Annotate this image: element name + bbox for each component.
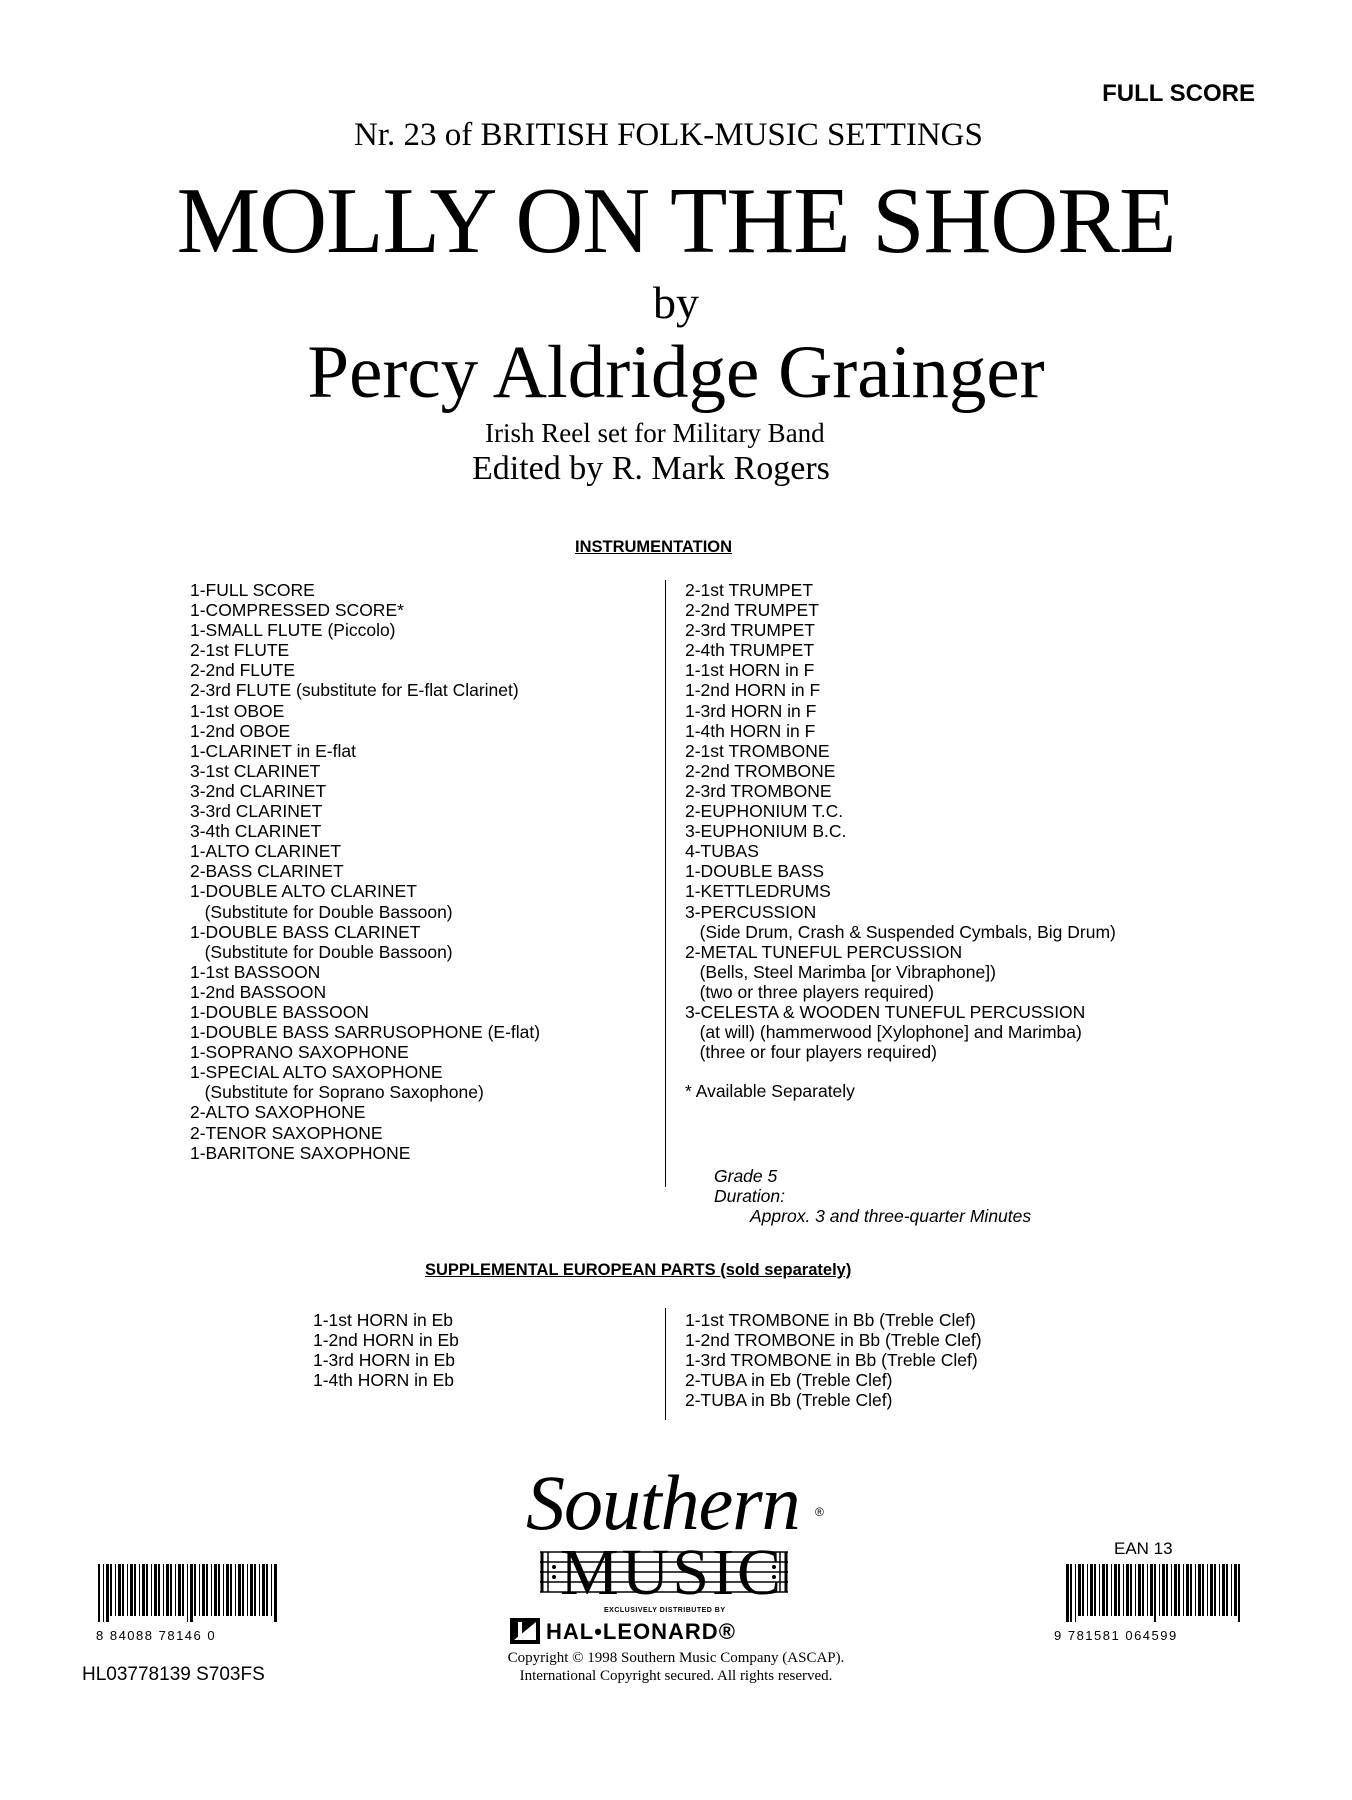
duration-value: Approx. 3 and three-quarter Minutes bbox=[750, 1206, 1032, 1226]
grade-label: Grade 5 bbox=[714, 1166, 778, 1186]
instrument-item: 1-KETTLEDRUMS bbox=[685, 881, 831, 902]
instrument-item: 2-2nd TRUMPET bbox=[685, 600, 819, 621]
instrument-item: 2-1st TRUMPET bbox=[685, 580, 814, 600]
by-line: by bbox=[653, 277, 699, 328]
supplemental-part-item: 1-4th HORN in Eb bbox=[313, 1370, 455, 1391]
copyright-line-2: International Copyright secured. All rights reserved. bbox=[519, 1668, 833, 1684]
instrument-item: 2-ALTO SAXOPHONE bbox=[190, 1102, 366, 1123]
instrument-item: (Substitute for Soprano Saxophone) bbox=[190, 1082, 484, 1103]
instrument-item: 1-DOUBLE ALTO CLARINET bbox=[190, 881, 417, 902]
instrument-item: (Bells, Steel Marimba [or Vibraphone]) bbox=[685, 961, 996, 982]
hal-leonard-logo: HAL•LEONARD® bbox=[546, 1619, 736, 1644]
instrument-item: 3-2nd CLARINET bbox=[190, 780, 327, 801]
supplemental-part-item: 1-3rd HORN in Eb bbox=[313, 1350, 455, 1371]
barcode-left-icon bbox=[96, 1564, 282, 1622]
supplemental-part-item: 1-1st HORN in Eb bbox=[313, 1310, 454, 1330]
barcode-left-digits: 8 84088 78146 0 bbox=[96, 1628, 217, 1643]
supplemental-part-item: 2-TUBA in Bb (Treble Clef) bbox=[685, 1390, 893, 1411]
instrument-item: 1-1st BASSOON bbox=[190, 961, 321, 982]
full-score-label: FULL SCORE bbox=[1102, 80, 1255, 107]
instrument-item: 3-3rd CLARINET bbox=[190, 801, 323, 822]
instrument-item: 1-1st HORN in F bbox=[685, 660, 815, 681]
instrument-item: 1-SMALL FLUTE (Piccolo) bbox=[190, 620, 396, 641]
supplemental-part-item: 1-2nd HORN in Eb bbox=[313, 1330, 459, 1351]
supplemental-part-item: 1-3rd TROMBONE in Bb (Treble Clef) bbox=[685, 1350, 978, 1371]
instrument-item: 2-3rd FLUTE (substitute for E-flat Clarinet) bbox=[190, 680, 519, 701]
copyright-line: Copyright © 1998 Southern Music Company (ASCAP). bbox=[507, 1650, 845, 1666]
instrument-item: 3-CELESTA & WOODEN TUNEFUL PERCUSSION bbox=[685, 1001, 1086, 1022]
instrumentation-heading: INSTRUMENTATION bbox=[575, 538, 733, 556]
distributed-by-label: EXCLUSIVELY DISTRIBUTED BY bbox=[604, 1607, 726, 1614]
instrument-item: 1-3rd HORN in F bbox=[685, 700, 817, 721]
instrument-item: 2-4th TRUMPET bbox=[685, 640, 815, 661]
instrument-item: (at will) (hammerwood [Xylophone] and Marimba) bbox=[685, 1022, 1082, 1043]
instrument-item: 1-2nd OBOE bbox=[190, 720, 291, 741]
editor-line: Edited by R. Mark Rogers bbox=[472, 450, 830, 487]
barcode-right-icon bbox=[1064, 1564, 1247, 1622]
instrument-item: 2-2nd FLUTE bbox=[190, 660, 296, 681]
instrument-item: 1-1st OBOE bbox=[190, 700, 285, 721]
instrument-item: 1-BARITONE SAXOPHONE bbox=[190, 1142, 411, 1163]
supplemental-part-item: 1-1st TROMBONE in Bb (Treble Clef) bbox=[685, 1310, 976, 1330]
series-line: Nr. 23 of BRITISH FOLK-MUSIC SETTINGS bbox=[354, 117, 983, 153]
instrument-item: 1-DOUBLE BASS SARRUSOPHONE (E-flat) bbox=[190, 1022, 541, 1043]
instrument-item: 2-2nd TROMBONE bbox=[685, 760, 836, 781]
instrument-item: 2-TENOR SAXOPHONE bbox=[190, 1122, 383, 1143]
instrument-item: 2-3rd TROMBONE bbox=[685, 780, 832, 801]
instrument-item: 3-4th CLARINET bbox=[190, 821, 322, 842]
instrument-item: 1-2nd HORN in F bbox=[685, 680, 821, 701]
instrument-item: 1-4th HORN in F bbox=[685, 720, 816, 741]
supplemental-divider bbox=[665, 1308, 666, 1420]
instrument-item: 1-DOUBLE BASS bbox=[685, 861, 825, 882]
supplemental-part-item: 1-2nd TROMBONE in Bb (Treble Clef) bbox=[685, 1330, 982, 1351]
instrumentation-list-left bbox=[190, 580, 540, 1163]
instrument-item: 1-SPECIAL ALTO SAXOPHONE bbox=[190, 1062, 443, 1083]
southern-music-logo: Southern bbox=[526, 1459, 800, 1546]
instrument-item: 2-3rd TRUMPET bbox=[685, 620, 815, 641]
instrument-item: (Side Drum, Crash & Suspended Cymbals, Big Drum) bbox=[685, 921, 1116, 942]
page-title: MOLLY ON THE SHORE bbox=[176, 169, 1176, 273]
instrument-item: 1-2nd BASSOON bbox=[190, 981, 327, 1002]
instrument-item: 4-TUBAS bbox=[685, 841, 759, 862]
instrument-item: (two or three players required) bbox=[685, 981, 934, 1002]
available-separately-note: * Available Separately bbox=[685, 1081, 855, 1101]
logo-registered-mark: ® bbox=[815, 1505, 824, 1519]
instrument-item: 1-COMPRESSED SCORE* bbox=[190, 600, 404, 621]
instrument-item: 2-1st FLUTE bbox=[190, 640, 290, 661]
composer-name: Percy Aldridge Grainger bbox=[307, 331, 1045, 414]
instrument-item: (Substitute for Double Bassoon) bbox=[190, 901, 453, 922]
instrument-item: 3-1st CLARINET bbox=[190, 760, 321, 781]
instrument-item: (Substitute for Double Bassoon) bbox=[190, 941, 453, 962]
instrumentation-list-right bbox=[685, 580, 1116, 1062]
hal-leonard-icon bbox=[510, 1618, 540, 1644]
supplemental-heading: SUPPLEMENTAL EUROPEAN PARTS (sold separately) bbox=[425, 1261, 852, 1279]
instrument-item: 3-EUPHONIUM B.C. bbox=[685, 821, 847, 842]
music-wordmark: MUSIC bbox=[560, 1536, 785, 1609]
instrument-item: 2-EUPHONIUM T.C. bbox=[685, 801, 844, 822]
arrangement-line: Irish Reel set for Military Band bbox=[485, 418, 825, 448]
instrument-item: 1-ALTO CLARINET bbox=[190, 841, 342, 862]
supplemental-part-item: 2-TUBA in Eb (Treble Clef) bbox=[685, 1370, 893, 1391]
supplemental-list-left bbox=[313, 1310, 459, 1390]
instrument-item: 1-SOPRANO SAXOPHONE bbox=[190, 1042, 409, 1063]
barcode-right-digits: 9 781581 064599 bbox=[1054, 1628, 1178, 1643]
supplemental-list-right bbox=[685, 1310, 982, 1410]
instrument-item: 3-PERCUSSION bbox=[685, 901, 817, 922]
ean-label: EAN 13 bbox=[1114, 1539, 1173, 1558]
instrument-item: 1-DOUBLE BASSOON bbox=[190, 1001, 369, 1022]
instrument-item: 1-CLARINET in E-flat bbox=[190, 740, 356, 761]
instrument-item: 2-1st TROMBONE bbox=[685, 740, 830, 761]
instrument-item: 1-DOUBLE BASS CLARINET bbox=[190, 921, 421, 942]
instrument-item: (three or four players required) bbox=[685, 1042, 937, 1063]
product-codes: HL03778139 S703FS bbox=[82, 1664, 265, 1685]
column-divider bbox=[665, 580, 666, 1187]
instrument-item: 1-FULL SCORE bbox=[190, 580, 315, 600]
instrument-item: 2-BASS CLARINET bbox=[190, 861, 344, 882]
duration-label: Duration: bbox=[714, 1186, 786, 1206]
instrument-item: 2-METAL TUNEFUL PERCUSSION bbox=[685, 941, 963, 962]
